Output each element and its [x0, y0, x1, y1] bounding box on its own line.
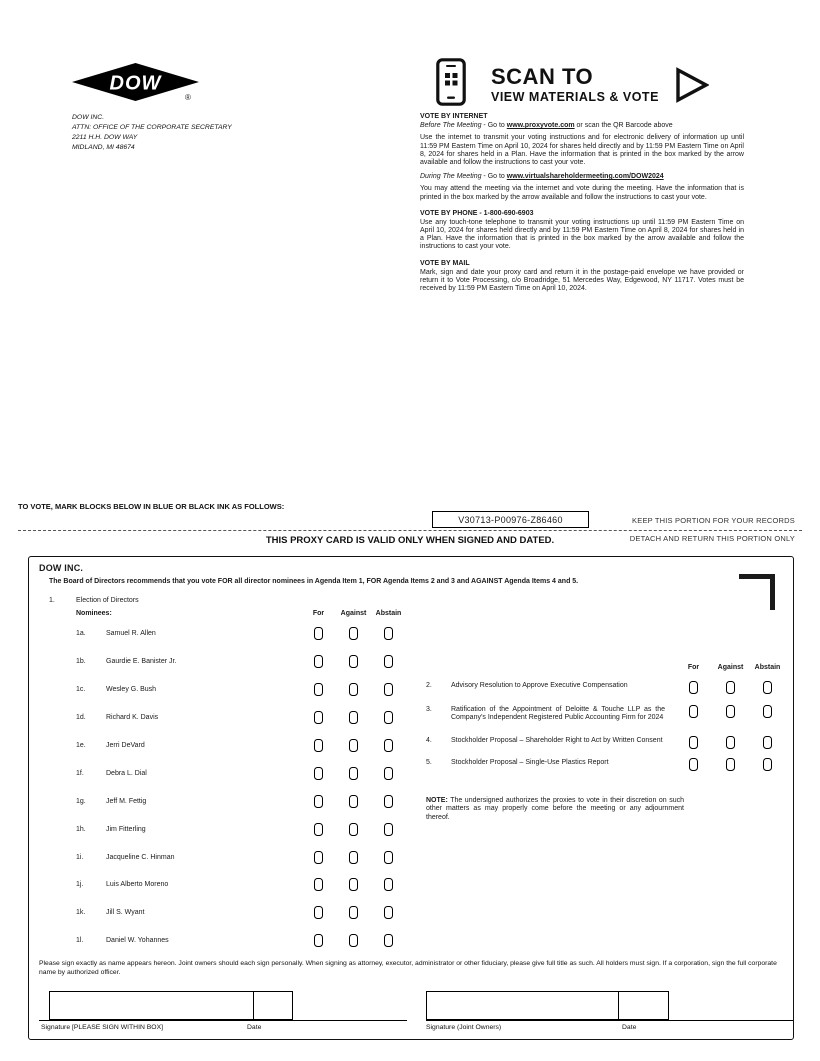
nominee-row — [76, 871, 406, 899]
checkbox-abstain[interactable] — [384, 627, 393, 640]
nominee-id: 1l. — [76, 937, 84, 945]
checkbox-for[interactable] — [314, 683, 323, 696]
checkbox-for[interactable] — [689, 736, 698, 749]
checkbox-abstain[interactable] — [384, 823, 393, 836]
address-line: 2211 H.H. DOW WAY — [72, 133, 138, 141]
checkbox-against[interactable] — [726, 736, 735, 749]
checkbox-for[interactable] — [689, 758, 698, 771]
checkbox-for[interactable] — [689, 681, 698, 694]
date-label: Date — [247, 1024, 262, 1031]
dow-logo-text: DOW — [109, 72, 162, 95]
checkbox-against[interactable] — [349, 767, 358, 780]
sender-address — [72, 113, 232, 152]
nominee-name: Samuel R. Allen — [106, 630, 156, 638]
column-for: For — [687, 664, 700, 671]
checkbox-for[interactable] — [314, 767, 323, 780]
proposals-table — [426, 657, 786, 771]
checkbox-abstain[interactable] — [384, 878, 393, 891]
date-label: Date — [622, 1024, 637, 1031]
nominee-row — [76, 759, 406, 787]
address-line: ATTN: OFFICE OF THE CORPORATE SECRETARY — [72, 123, 232, 131]
control-number-box — [432, 511, 589, 528]
checkbox-for[interactable] — [314, 851, 323, 864]
nominee-name: Jill S. Wyant — [106, 909, 145, 917]
checkbox-abstain[interactable] — [384, 795, 393, 808]
control-number: V30713-P00976-Z86460 — [458, 514, 563, 525]
address-line: MIDLAND, MI 48674 — [72, 143, 135, 151]
checkbox-for[interactable] — [314, 627, 323, 640]
vote-by-phone-heading: VOTE BY PHONE - 1-800-690-6903 — [420, 209, 534, 217]
signature-area-primary — [39, 991, 407, 1021]
proposal-text: Advisory Resolution to Approve Executive Compensation — [451, 682, 628, 689]
nominees-label: Nominees: — [76, 610, 112, 617]
nominee-row — [76, 676, 406, 704]
checkbox-for[interactable] — [314, 739, 323, 752]
nominees-columns-header — [76, 603, 406, 617]
checkbox-against[interactable] — [349, 739, 358, 752]
nominee-row — [76, 732, 406, 760]
nominee-row — [76, 620, 406, 648]
internet-before-paragraph: Use the internet to transmit your voting instructions and for electronic delivery of information up until 11:59 PM Eastern Time on April 10, 2024 for shares held directly and by 11:59 PM Eastern Time on April 8, 2024 for shares held in a Plan. Have the information that is printed in the box marked by the arrow available and follow the instructions to cast your vote. — [420, 134, 744, 166]
checkbox-against[interactable] — [349, 655, 358, 668]
column-abstain: Abstain — [754, 664, 781, 671]
proposals-columns-header — [426, 657, 786, 671]
vote-by-internet-heading: VOTE BY INTERNET — [420, 113, 488, 120]
address-line: DOW INC. — [72, 114, 105, 121]
nominee-id: 1b. — [76, 658, 86, 666]
smartphone-icon — [436, 58, 466, 111]
signature-joint-input-box[interactable] — [426, 991, 619, 1020]
phone-paragraph: Use any touch-tone telephone to transmit your voting instructions up until 11:59 PM Eastern Time on April 10, 2024 for shares held directly and by 11:59 PM Eastern Time on April 8, 2024 for shares held in a Plan. Have the information that is printed in the box marked by the arrow available and follow the instructions to cast your vote. — [420, 218, 744, 251]
board-recommendation: The Board of Directors recommends that you vote FOR all director nominees in Agenda Item 1, FOR Agenda Items 2 and 3 and AGAINST Agenda Items 4 and 5. — [49, 578, 579, 585]
checkbox-against[interactable] — [349, 878, 358, 891]
checkbox-for[interactable] — [314, 795, 323, 808]
agenda-item-1-title: Election of Directors — [76, 597, 139, 604]
nominee-name: Luis Alberto Moreno — [106, 881, 169, 889]
signing-instructions: Please sign exactly as name appears hereon. Joint owners should each sign personally. When signing as attorney, executor, administrator or other fiduciary, please give full title as such. All holders must sign. If a corporation, sign the full corporate name by authorized officer. — [39, 960, 777, 976]
nominee-row — [76, 843, 406, 871]
voting-instructions — [420, 113, 744, 293]
checkbox-abstain[interactable] — [384, 739, 393, 752]
checkbox-against[interactable] — [726, 705, 735, 718]
proposal-number: 4. — [426, 736, 432, 744]
vote-by-mail-heading: VOTE BY MAIL — [420, 259, 470, 267]
proposal-number: 5. — [426, 758, 432, 766]
checkbox-abstain[interactable] — [763, 705, 772, 718]
proposal-row — [426, 759, 786, 771]
column-for: For — [312, 610, 325, 617]
nominee-id: 1e. — [76, 742, 86, 749]
nominee-name: Debra L. Dial — [106, 769, 147, 777]
proposal-text: Stockholder Proposal – Single-Use Plastics Report — [451, 758, 609, 766]
nominee-id: 1j. — [76, 881, 84, 889]
proposal-row — [426, 706, 786, 723]
nominee-id: 1d. — [76, 714, 86, 722]
nominee-row — [76, 704, 406, 732]
internet-during-paragraph: You may attend the meeting via the internet and vote during the meeting. Have the information that is printed in the box marked by the arrow available and follow the instructions to cast your vote. — [420, 185, 744, 201]
nominee-name: Richard K. Davis — [106, 714, 159, 722]
column-abstain: Abstain — [375, 610, 402, 617]
checkbox-for[interactable] — [314, 711, 323, 724]
nominee-id: 1k. — [76, 909, 86, 917]
checkbox-abstain[interactable] — [384, 767, 393, 780]
corner-registration-mark — [739, 574, 775, 610]
scan-to-vote-banner — [436, 58, 709, 111]
before-meeting-line: Before The Meeting - Go to www.proxyvote.com or scan the QR Barcode above — [420, 122, 673, 130]
checkbox-abstain[interactable] — [384, 906, 393, 919]
checkbox-against[interactable] — [349, 795, 358, 808]
checkbox-against[interactable] — [349, 851, 358, 864]
nominee-row — [76, 899, 406, 927]
signature-joint-label: Signature (Joint Owners) — [426, 1024, 502, 1031]
detach-return-text: DETACH AND RETURN THIS PORTION ONLY — [629, 534, 795, 543]
discretion-note — [426, 797, 684, 822]
arrow-right-icon — [675, 67, 709, 103]
during-meeting-label: During The Meeting — [420, 173, 482, 181]
nominee-id: 1c. — [76, 686, 86, 694]
checkbox-abstain[interactable] — [763, 758, 772, 771]
proposal-text: Stockholder Proposal – Shareholder Right to Act by Written Consent — [451, 736, 663, 744]
proxyvote-link[interactable]: www.proxyvote.com — [506, 122, 575, 130]
keep-portion-text: KEEP THIS PORTION FOR YOUR RECORDS — [632, 516, 795, 525]
proposal-row — [426, 737, 786, 749]
dow-logo — [72, 63, 217, 106]
checkbox-against[interactable] — [349, 683, 358, 696]
proposal-number: 2. — [426, 682, 432, 689]
date-input-box[interactable] — [253, 991, 293, 1020]
detach-dashed-line — [18, 530, 802, 531]
checkbox-for[interactable] — [314, 906, 323, 919]
agenda-item-1-number: 1. — [49, 597, 55, 604]
checkbox-abstain[interactable] — [384, 934, 393, 947]
signature-area-joint — [426, 991, 793, 1021]
proposal-number: 3. — [426, 706, 432, 713]
dow-diamond-icon — [72, 63, 199, 101]
checkbox-for[interactable] — [314, 655, 323, 668]
during-meeting-line: During The Meeting - Go to www.virtualshareholdermeeting.com/DOW2024 — [420, 173, 664, 181]
nominee-name: Gaurdie E. Banister Jr. — [106, 658, 177, 666]
nominee-row — [76, 787, 406, 815]
note-label: NOTE: — [426, 797, 448, 804]
checkbox-for[interactable] — [314, 823, 323, 836]
nominee-name: Jeff M. Fettig — [106, 797, 147, 805]
nominee-row — [76, 648, 406, 676]
column-against: Against — [717, 664, 744, 671]
checkbox-abstain[interactable] — [384, 851, 393, 864]
nominee-id: 1i. — [76, 853, 84, 861]
scan-subtitle: VIEW MATERIALS & VOTE — [491, 89, 659, 104]
nominee-name: Jerri DeVard — [106, 742, 145, 749]
nominee-name: Jacqueline C. Hinman — [106, 853, 175, 861]
virtual-meeting-link[interactable]: www.virtualshareholdermeeting.com/DOW2024 — [506, 173, 664, 181]
checkbox-against[interactable] — [726, 758, 735, 771]
nominee-row — [76, 927, 406, 955]
signature-input-box[interactable] — [49, 991, 254, 1020]
nominee-name: Daniel W. Yohannes — [106, 937, 169, 945]
proxy-ballot-card — [28, 556, 794, 1040]
checkbox-for[interactable] — [689, 705, 698, 718]
checkbox-against[interactable] — [349, 906, 358, 919]
signature-primary-label: Signature [PLEASE SIGN WITHIN BOX] — [41, 1024, 164, 1031]
checkbox-abstain[interactable] — [763, 681, 772, 694]
nominee-id: 1a. — [76, 630, 86, 638]
nominee-id: 1g. — [76, 797, 86, 805]
checkbox-abstain[interactable] — [384, 655, 393, 668]
checkbox-for[interactable] — [314, 878, 323, 891]
checkbox-against[interactable] — [349, 934, 358, 947]
checkbox-abstain[interactable] — [384, 683, 393, 696]
nominee-name: Wesley G. Bush — [106, 686, 157, 694]
nominee-row — [76, 815, 406, 843]
checkbox-abstain[interactable] — [384, 711, 393, 724]
mark-blocks-instruction: TO VOTE, MARK BLOCKS BELOW IN BLUE OR BLACK INK AS FOLLOWS: — [18, 502, 285, 511]
valid-when-signed-text: THIS PROXY CARD IS VALID ONLY WHEN SIGNED AND DATED. — [265, 535, 555, 546]
date-joint-input-box[interactable] — [618, 991, 669, 1020]
nominees-table — [76, 603, 406, 955]
scan-title: SCAN TO — [491, 63, 594, 89]
nominee-id: 1h. — [76, 825, 86, 833]
proposal-row — [426, 682, 786, 694]
company-name: DOW INC. — [39, 563, 84, 573]
column-against: Against — [340, 610, 367, 617]
before-meeting-label: Before The Meeting — [420, 122, 482, 130]
checkbox-against[interactable] — [349, 823, 358, 836]
checkbox-against[interactable] — [349, 711, 358, 724]
mail-paragraph: Mark, sign and date your proxy card and return it in the postage-paid envelope we have provided or return it to Vote Processing, c/o Broadridge, 51 Mercedes Way, Edgewood, NY 11717. Votes must be received by 11:59 PM Eastern Time on April 10, 2024. — [420, 268, 744, 293]
proposal-text: Ratification of the Appointment of Deloitte & Touche LLP as the Company’s Independent Registered Public Accounting Firm for 2024 — [451, 706, 665, 722]
checkbox-abstain[interactable] — [763, 736, 772, 749]
nominee-name: Jim Fitterling — [106, 825, 146, 833]
checkbox-against[interactable] — [349, 627, 358, 640]
nominee-id: 1f. — [76, 769, 84, 777]
checkbox-against[interactable] — [726, 681, 735, 694]
checkbox-for[interactable] — [314, 934, 323, 947]
note-text: The undersigned authorizes the proxies to vote in their discretion on such other matters as may properly come before the meeting or any adjournment thereof. — [426, 797, 684, 821]
registered-trademark: ® — [185, 93, 191, 102]
